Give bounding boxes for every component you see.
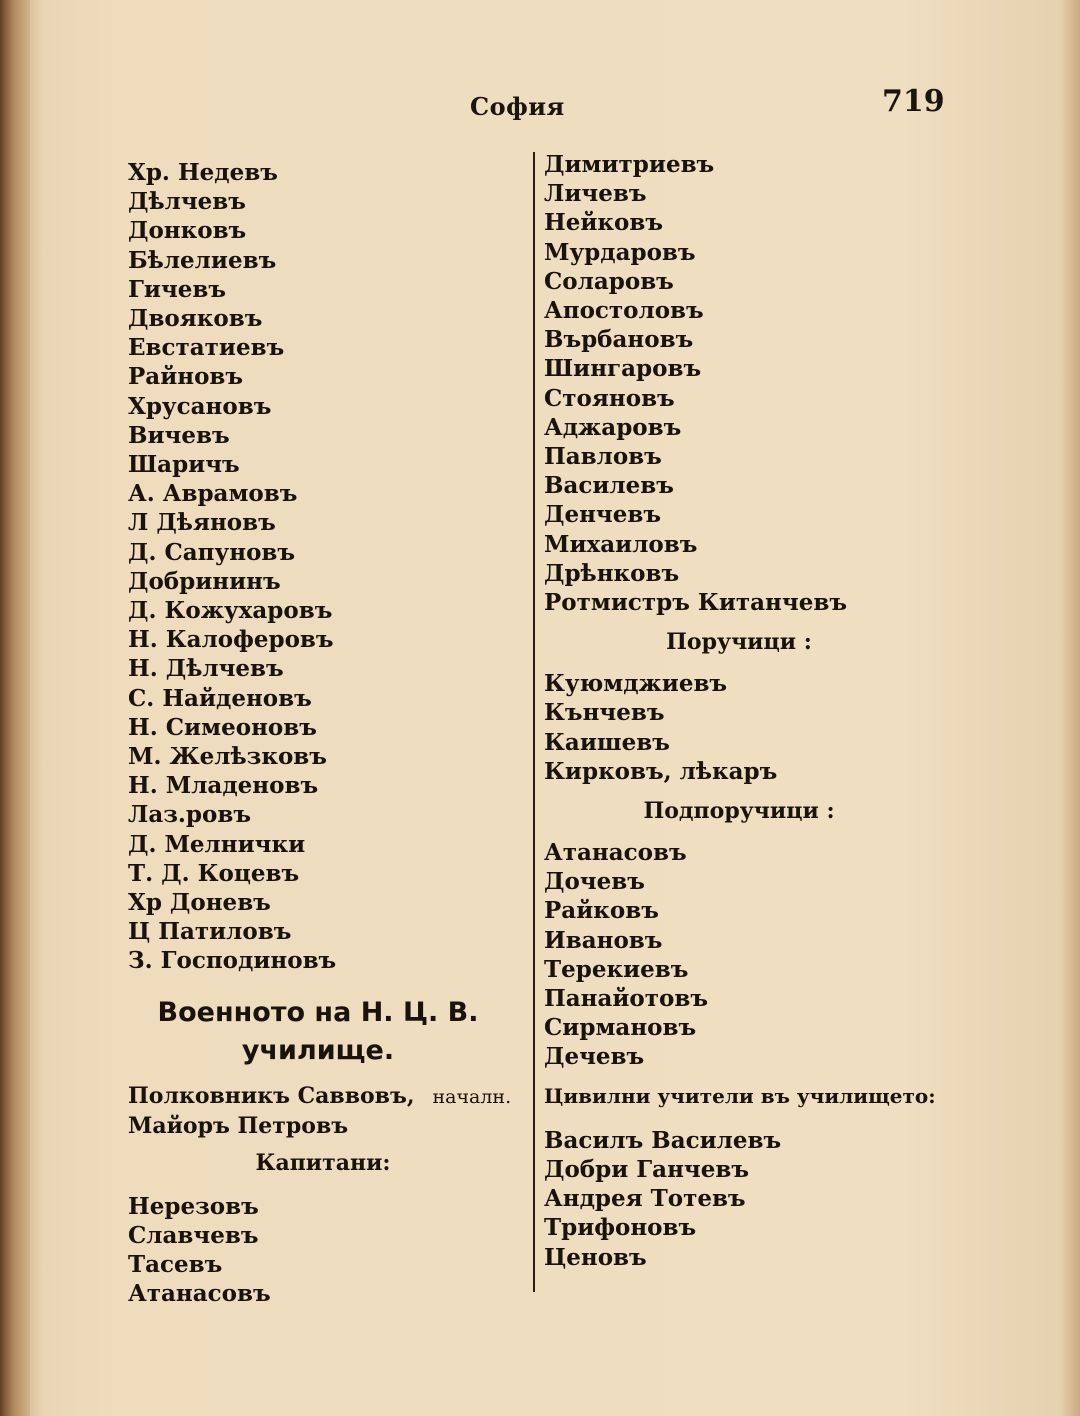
list-item: Д. Мелнички xyxy=(128,830,306,858)
list-item: Върбановъ xyxy=(544,326,694,354)
page-title: София xyxy=(470,92,565,121)
list-item: Аджаровъ xyxy=(544,413,682,441)
list-item: Соларовъ xyxy=(544,267,674,295)
list-item: Н. Калоферовъ xyxy=(128,626,334,654)
list-item: Евстатиевъ xyxy=(128,334,285,362)
list-item: Василъ Василевъ xyxy=(544,1126,782,1154)
list-item: Трифоновъ xyxy=(544,1214,697,1242)
list-item: Н. Дѣлчевъ xyxy=(128,655,284,683)
list-item: Д. Кожухаровъ xyxy=(128,597,333,625)
sublieutenants-heading: Подпоручици : xyxy=(643,798,835,825)
list-item: Нейковъ xyxy=(544,209,663,237)
lieutenants-list xyxy=(544,669,944,786)
list-item: Тасевъ xyxy=(128,1251,223,1279)
civil-teachers-list xyxy=(544,1126,944,1272)
list-item: Добри Ганчевъ xyxy=(544,1155,749,1183)
list-item: Добрининъ xyxy=(128,567,281,595)
list-item: Лаз.ровъ xyxy=(128,801,251,829)
list-item: А. Аврамовъ xyxy=(128,480,298,508)
list-item: Личевъ xyxy=(544,180,647,208)
list-item: Вичевъ xyxy=(128,421,230,449)
book-spine xyxy=(0,0,30,1416)
list-item: Андрея Тотевъ xyxy=(544,1185,746,1213)
staff-note: началн. xyxy=(432,1085,512,1108)
left-name-list xyxy=(128,158,523,976)
list-item: Гичевъ xyxy=(128,275,227,303)
staff-name: Полковникъ Саввовъ, xyxy=(128,1082,415,1109)
list-item: Атанасовъ xyxy=(128,1280,271,1308)
list-item: Славчевъ xyxy=(128,1221,259,1249)
list-item: Ц Патиловъ xyxy=(128,918,292,946)
school-section-title xyxy=(128,994,508,1070)
list-item: М. Желѣзковъ xyxy=(128,743,327,771)
page-number: 719 xyxy=(882,84,945,119)
list-item: Денчевъ xyxy=(544,501,662,529)
sublieutenants-list xyxy=(544,838,944,1072)
column-divider xyxy=(533,152,535,1292)
list-item: Апостоловъ xyxy=(544,297,704,325)
list-item: Дрѣнковъ xyxy=(544,559,680,587)
list-item: Дѣлчевъ xyxy=(128,188,246,216)
list-item: Бѣлелиевъ xyxy=(128,246,277,274)
list-item: З. Господиновъ xyxy=(128,947,337,975)
list-item: Хрусановъ xyxy=(128,392,272,420)
list-item: Н. Симеоновъ xyxy=(128,713,317,741)
list-item: Двояковъ xyxy=(128,305,263,333)
list-item: Райновъ xyxy=(128,363,244,391)
list-item: Нерезовъ xyxy=(128,1192,259,1220)
list-item: Стояновъ xyxy=(544,384,675,412)
staff-entry xyxy=(128,1112,523,1142)
list-item: Павловъ xyxy=(544,443,662,471)
list-item: Ротмистръ Китанчевъ xyxy=(544,589,847,617)
list-item: Димитриевъ xyxy=(544,151,715,178)
list-item: Н. Младеновъ xyxy=(128,772,319,800)
right-column xyxy=(544,150,944,1272)
civil-teachers-heading: Цивилни учители въ училището: xyxy=(544,1083,936,1108)
list-item: С. Найденовъ xyxy=(128,684,312,712)
list-item: Каишевъ xyxy=(544,728,670,756)
list-item: Мурдаровъ xyxy=(544,238,696,266)
list-item: Атанасовъ xyxy=(544,839,687,867)
list-item: Райковъ xyxy=(544,897,659,925)
list-item: Ценовъ xyxy=(544,1243,647,1271)
list-item: Куюмджиевъ xyxy=(544,670,728,698)
list-item: Василевъ xyxy=(544,472,674,500)
captains-heading: Капитани: xyxy=(255,1149,391,1176)
left-column xyxy=(128,158,523,1309)
captains-list xyxy=(128,1192,523,1309)
lieutenants-heading: Поручици : xyxy=(666,629,812,656)
list-item: Шаричъ xyxy=(128,451,240,479)
list-item: Кирковъ, лѣкаръ xyxy=(544,757,778,785)
school-title-line2: училище. xyxy=(241,1034,395,1066)
list-item: Дочевъ xyxy=(544,868,645,896)
list-item: Хр. Недевъ xyxy=(128,159,278,186)
staff-list xyxy=(128,1082,523,1142)
list-item: Панайотовъ xyxy=(544,985,708,1013)
list-item: Л Дѣяновъ xyxy=(128,509,276,537)
list-item: Хр Доневъ xyxy=(128,889,271,917)
list-item: Кънчевъ xyxy=(544,699,665,727)
list-item: Дечевъ xyxy=(544,1043,645,1071)
right-name-list xyxy=(544,150,944,617)
list-item: Т. Д. Коцевъ xyxy=(128,859,300,887)
list-item: Терекиевъ xyxy=(544,955,689,983)
school-title-line1: Военното на Н. Ц. В. xyxy=(157,996,479,1028)
list-item: Донковъ xyxy=(128,217,247,245)
list-item: Шингаровъ xyxy=(544,355,702,383)
list-item: Сирмановъ xyxy=(544,1014,697,1042)
staff-entry xyxy=(128,1082,523,1112)
list-item: Михаиловъ xyxy=(544,530,698,558)
list-item: Д. Сапуновъ xyxy=(128,538,296,566)
list-item: Ивановъ xyxy=(544,926,663,954)
staff-name: Майоръ Петровъ xyxy=(128,1112,349,1139)
